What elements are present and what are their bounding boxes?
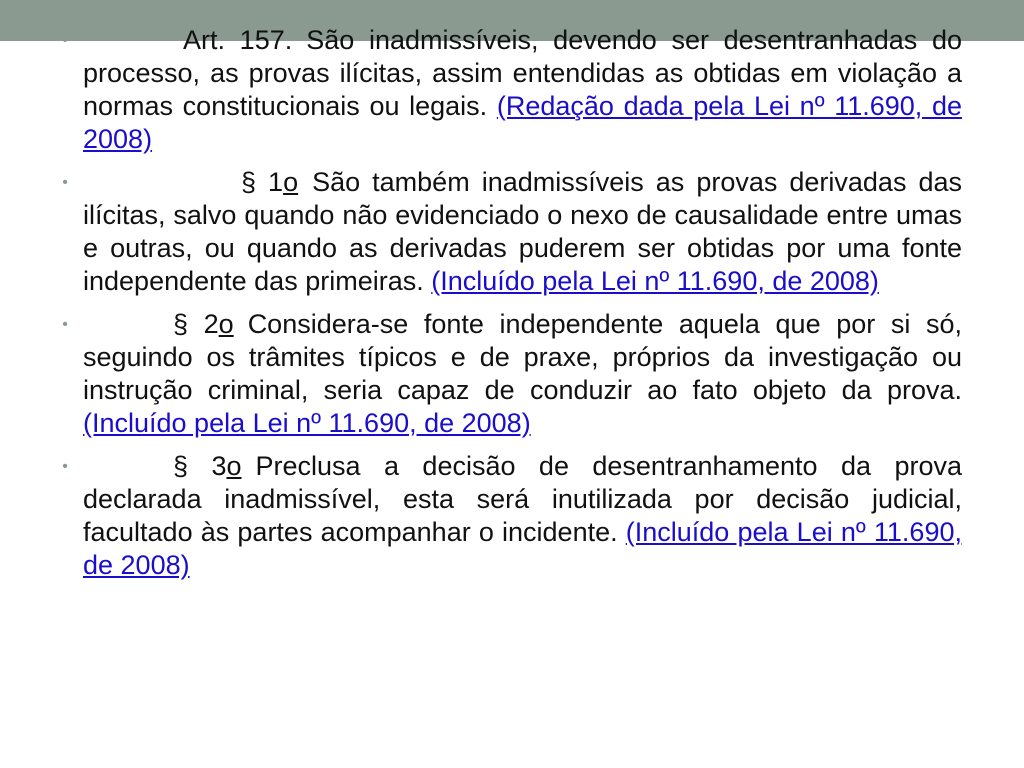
bullet-icon: •	[62, 458, 68, 475]
article-text: São inadmissíveis, devendo ser desentranhadas do processo, as provas ilícitas, assim entendidas as obtidas em violação a normas constitucionais ou legais.	[83, 25, 962, 121]
paragraph-heading: § 3	[173, 451, 227, 481]
paragraph-text: Preclusa a decisão de desentranhamento da prova declarada inadmissível, esta será inutilizada por decisão judicial, facultado às partes acompanhar o incidente.	[83, 451, 962, 547]
list-item-paragraph-2	[58, 308, 962, 440]
ordinal-suffix: o	[218, 309, 234, 339]
bullet-icon: •	[62, 174, 68, 191]
law-reference-link[interactable]: (Redação dada pela Lei nº 11.690, de 2008)	[83, 91, 962, 154]
ordinal-suffix: o	[226, 451, 242, 481]
list-item-paragraph-3	[58, 450, 962, 582]
paragraph-text: Considera-se fonte independente aquela que por si só, seguindo os trâmites típicos e de praxe, próprios da investigação ou instrução criminal, seria capaz de conduzir ao fato objeto da prova.	[83, 309, 962, 405]
law-text-list	[58, 24, 962, 592]
ordinal-suffix: o	[283, 167, 299, 197]
list-item-art-157	[58, 24, 962, 156]
law-reference-link[interactable]: (Incluído pela Lei nº 11.690, de 2008)	[83, 517, 962, 580]
list-item-paragraph-1	[58, 166, 962, 298]
article-heading: Art. 157.	[183, 25, 293, 55]
paragraph-text: São também inadmissíveis as provas derivadas das ilícitas, salvo quando não evidenciado o nexo de causalidade entre umas e outras, ou quando as derivadas puderem ser obtidas por uma fonte independente das primeiras.	[83, 167, 962, 296]
paragraph-heading: § 1	[241, 167, 284, 197]
bullet-icon: •	[62, 316, 68, 333]
law-reference-link[interactable]: (Incluído pela Lei nº 11.690, de 2008)	[431, 266, 879, 296]
bullet-icon: •	[62, 32, 68, 49]
paragraph-heading: § 2	[173, 309, 219, 339]
law-reference-link[interactable]: (Incluído pela Lei nº 11.690, de 2008)	[83, 408, 531, 438]
